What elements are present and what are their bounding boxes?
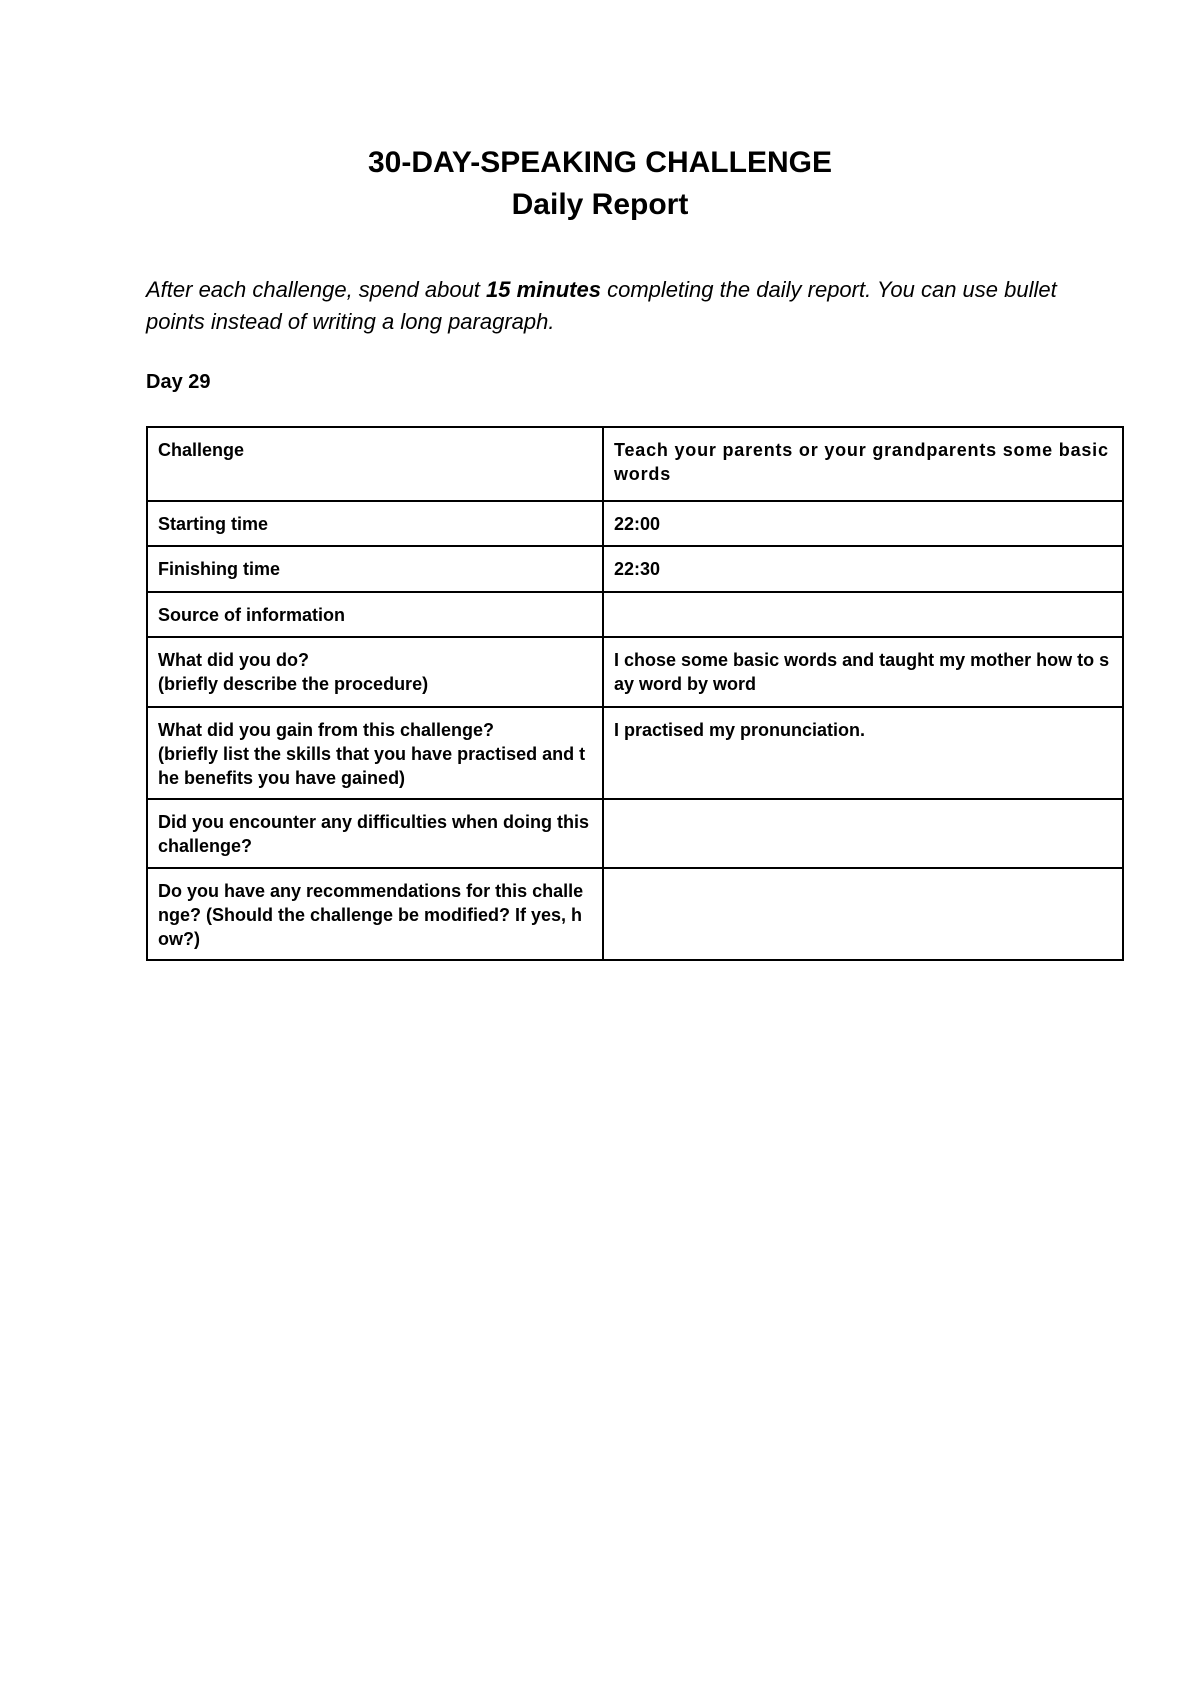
row-label: What did you do? (briefly describe the procedure) [147,637,603,707]
row-value[interactable]: I chose some basic words and taught my mother how to say word by word [603,637,1123,707]
table-row [147,707,1123,799]
daily-report-table [146,426,1124,961]
intro-paragraph [146,274,1066,338]
intro-text-after: completing the daily report. You can use bullet points instead of writing a long paragraph. [146,277,1057,334]
table-row [147,546,1123,592]
row-label: Did you encounter any difficulties when doing this challenge? [147,799,603,868]
row-value[interactable]: 22:30 [603,546,1123,592]
table-row [147,427,1123,501]
row-label: Challenge [147,427,603,501]
row-label: Starting time [147,501,603,546]
row-label: Source of information [147,592,603,637]
row-label: Finishing time [147,546,603,592]
row-value[interactable]: 22:00 [603,501,1123,546]
page-subtitle: Daily Report [511,188,689,221]
row-value[interactable] [603,868,1123,960]
row-value[interactable]: I practised my pronunciation. [603,707,1123,799]
row-value[interactable]: Teach your parents or your grandparents some basic words [603,427,1123,501]
row-value[interactable] [603,592,1123,637]
table-row [147,799,1123,868]
table-row [147,501,1123,546]
row-label: Do you have any recommendations for this challenge? (Should the challenge be modified? If yes, how?) [147,868,603,960]
intro-emphasis: 15 minutes [486,277,601,302]
table-row [147,637,1123,707]
table-row [147,868,1123,960]
row-label: What did you gain from this challenge? (briefly list the skills that you have practised and the benefits you have gained) [147,707,603,799]
day-label: Day 29 [146,371,211,393]
table-row [147,592,1123,637]
intro-text-before: After each challenge, spend about [146,277,487,302]
row-value[interactable] [603,799,1123,868]
page-title: 30-DAY-SPEAKING CHALLENGE [368,146,832,179]
